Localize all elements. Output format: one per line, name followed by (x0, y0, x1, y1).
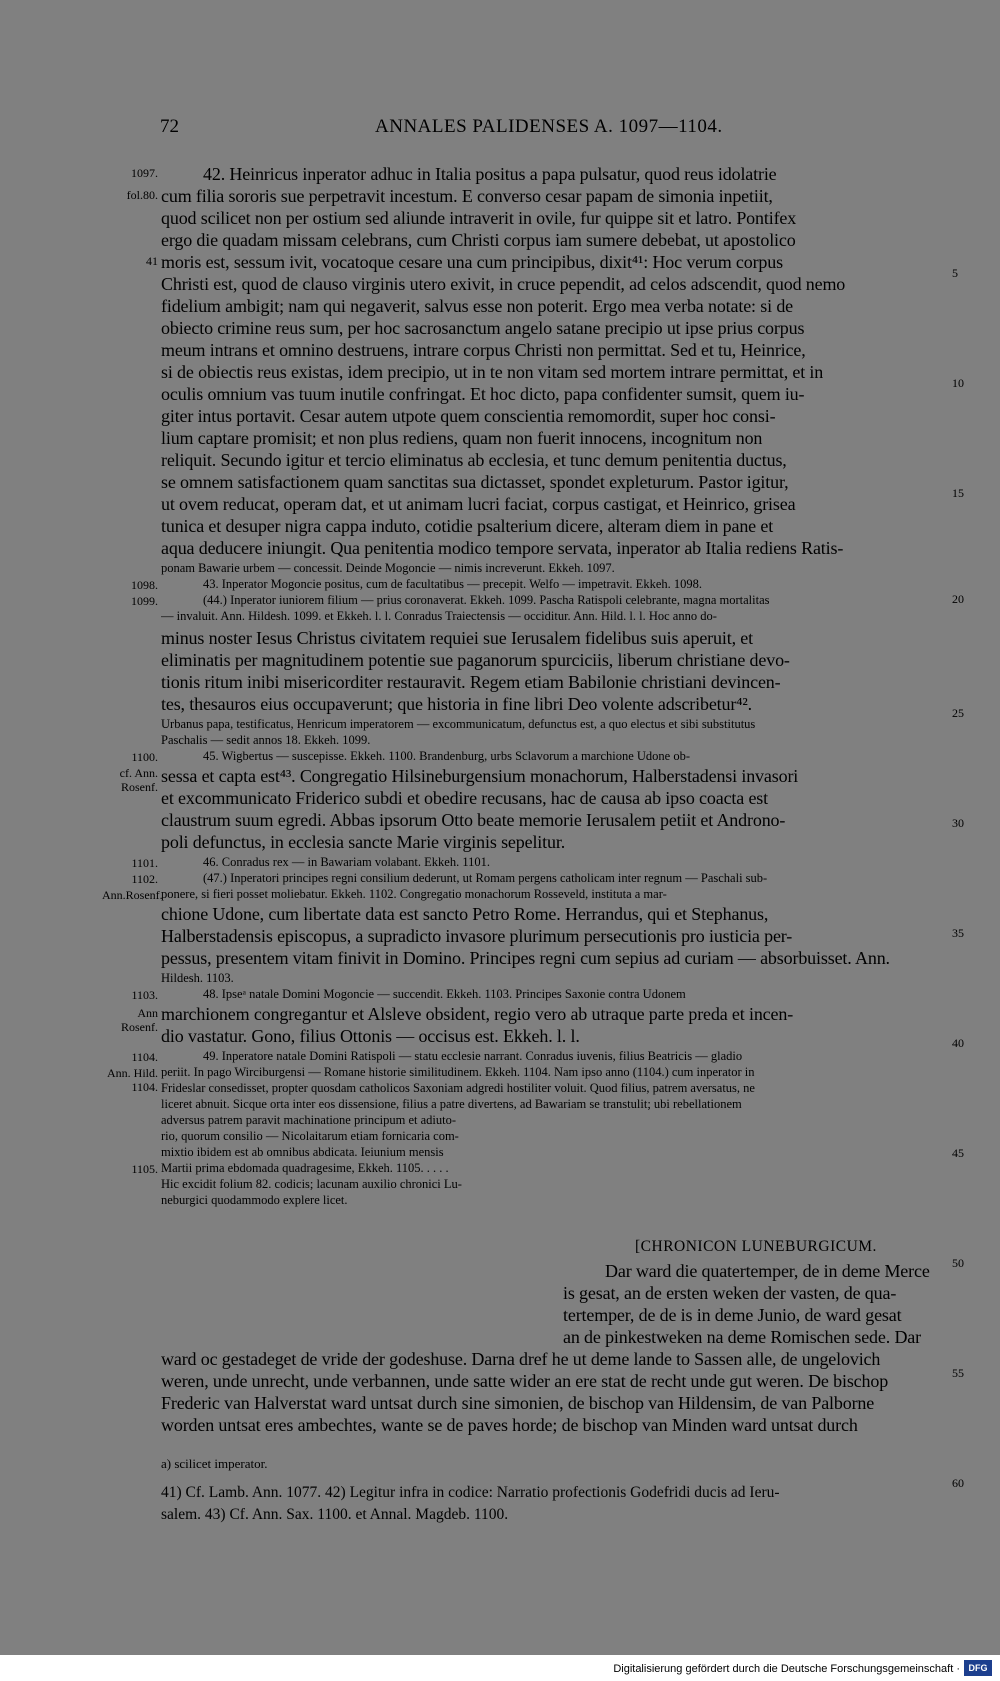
margin-year: 41 (146, 254, 158, 268)
body-line: tunica et desuper nigra cappa induto, cotidie psalterium dicere, alteram diem in pane et (161, 516, 774, 536)
line-number: 60 (952, 1476, 964, 1490)
body-line: lium captare promisit; et non plus rediens, quam non fuerit innocens, incognitum non (161, 428, 763, 448)
body-line: obiecto crimine reus sum, per hoc sacrosanctum angelo satane precipio ut ipse prius corpus (161, 318, 805, 338)
body-line: pessus, presentem vitam finivit in Domino. Principes regni cum sepius ad curiam — absorbuisset. Ann. (161, 948, 890, 968)
body-line: ergo die quadam missam celebrans, cum Christi corpus iam sumere debebat, ut apostolico (161, 230, 796, 250)
body-line: oculis omnium vas tuum inutile confringat. Et hoc dicto, papa confidenter sumsit, quem iu- (161, 384, 805, 404)
body-line: quod scilicet non per ostium sed aliunde intraverit in ovile, fur quippe sit et latro. Pontifex (161, 208, 797, 228)
body-line: neburgici quodammodo explere licet. (161, 1193, 348, 1207)
body-line: reliquit. Secundo igitur et tercio eliminatus ab ecclesia, et tunc demum penitentia ductus, (161, 450, 787, 470)
margin-year: 1102. (131, 872, 158, 886)
body-line: giter intus portavit. Cesar autem utpote quem conscientia remomordit, super hoc consi- (161, 406, 776, 426)
margin-year: Ann Rosenf. (121, 1006, 158, 1034)
body-line: Hic excidit folium 82. codicis; lacunam auxilio chronici Lu- (161, 1177, 462, 1191)
line-number: 35 (952, 926, 964, 940)
footnote-line-2: salem. 43) Cf. Ann. Sax. 1100. et Annal. Magdeb. 1100. (161, 1506, 509, 1523)
margin-year: 1100. (131, 750, 158, 764)
body-line: — invaluit. Ann. Hildesh. 1099. et Ekkeh. l. l. Conradus Traiectensis — occiditur. Ann. Hild. l. l. Hoc anno do- (161, 609, 717, 623)
tail-line: worden untsat eres ambechtes, wante se de paves horde; de bischop van Minden ward untsat durch (161, 1415, 858, 1435)
body-line: Frideslar consedisset, propter quosdam catholicos Saxoniam adgredi hostiliter voluit. Quod filius, patrem aversatus, ne (161, 1081, 755, 1095)
body-line: rio, quorum consilio — Nicolaitarum etiam fornicaria com- (161, 1129, 459, 1143)
right-col-line: is gesat, an de ersten weken der vasten, de qua- (563, 1283, 897, 1303)
body-line: ut ovem reducat, operam dat, et ut animam lucri faciat, corpus castigat, et Heinrico, grisea (161, 494, 796, 514)
right-col-line: tertemper, de de is in deme Junio, de ward gesat (563, 1305, 902, 1325)
margin-year: 1099. (131, 594, 158, 608)
body-line: dio vastatur. Gono, filius Ottonis — occisus est. Ekkeh. l. l. (161, 1026, 580, 1046)
margin-year: fol.80. (126, 188, 158, 202)
body-line: adversus patrem paravit machinatione principum et adiuto- (161, 1113, 457, 1127)
body-line: Halberstadensis episcopus, a supradicto invasore plurimum persecutionis pro iusticia per- (161, 926, 793, 946)
body-line: se omnem satisfactionem quam sanctitas sua dictasset, spondet expleturum. Pastor igitur, (161, 472, 789, 492)
note-a: a) scilicet imperator. (161, 1456, 268, 1471)
body-line: Paschalis — sedit annos 18. Ekkeh. 1099. (161, 733, 371, 747)
tail-line: weren, unde unrecht, unde verbannen, unde satte wider an ere stat de recht unde gut weren. De bischop (161, 1371, 889, 1391)
dfg-logo: DFG (964, 1660, 992, 1676)
line-number: 10 (952, 376, 964, 390)
body-line: fidelium ambigit; nam qui negaverit, salvus esse non poterit. Ergo mea verba notate: si de (161, 296, 794, 316)
chronicon-heading: [CHRONICON LUNEBURGICUM. (635, 1238, 877, 1255)
body-line: 49. Inperatore natale Domini Ratispoli — statu ecclesie narrant. Conradus iuvenis, filius Beatricis — gladio (203, 1049, 743, 1063)
margin-year: 1104. (131, 1050, 158, 1064)
body-line: 42. Heinricus inperator adhuc in Italia positus a papa pulsatur, quod reus idolatrie (203, 164, 777, 184)
tail-line: ward oc gestadeget de vride der godeshuse. Darna dref he ut deme lande to Sassen alle, de ungelovich (161, 1349, 881, 1369)
body-line: 45. Wigbertus — suscepisse. Ekkeh. 1100. Brandenburg, urbs Sclavorum a marchione Udone ob- (203, 749, 691, 763)
right-col-line: an de pinkestweken na deme Romischen sede. Dar (563, 1327, 921, 1347)
margin-year: cf. Ann. Rosenf. (119, 766, 158, 794)
body-line: et excommunicato Friderico subdi et obedire recusans, hac de causa ab ipso coacta est (161, 788, 769, 808)
body-line: marchionem congregantur et Alsleve obsident, regio vero ab utraque parte preda et incen- (161, 1004, 794, 1024)
body-line: 43. Inperator Mogoncie positus, cum de facultatibus — precepit. Welfo — impetravit. Ekkeh. 1098. (203, 577, 702, 591)
margin-year: Ann. Hild. 1104. (107, 1066, 158, 1094)
body-line: ponam Bawarie urbem — concessit. Deinde Mogoncie — nimis increverunt. Ekkeh. 1097. (161, 561, 615, 575)
line-number: 15 (952, 486, 964, 500)
margin-year: 1103. (131, 988, 158, 1002)
body-line: claustrum suum egredi. Abbas ipsorum Otto beate memorie Ierusalem petiit et Androno- (161, 810, 786, 830)
line-number: 5 (952, 266, 958, 280)
body-line: mixtio ibidem est ab omnibus abdicata. Ieiunium mensis (161, 1145, 444, 1159)
body-line: eliminatis per magnitudinem potentie sue paganorum spurciciis, liberum christiane devo- (161, 650, 790, 670)
right-col-line: Dar ward die quatertemper, de in deme Merce (605, 1261, 930, 1281)
margin-year: 1097. (131, 166, 158, 180)
body-line: aqua deducere iniungit. Qua penitentia modico tempore servata, inperator ab Italia rediens Ratis- (161, 538, 844, 558)
body-line: cum filia sororis sue perpetravit incestum. E converso cesar papam de simonia inpetiit, (161, 186, 773, 206)
body-line: (44.) Inperator iuniorem filium — prius coronaverat. Ekkeh. 1099. Pascha Ratispoli celebrante, magna mortalitas (203, 593, 770, 607)
body-line: periit. In pago Wirciburgensi — Romane historie similitudinem. Ekkeh. 1104. Nam ipso anno (1104.) cum inperator in (161, 1065, 755, 1079)
line-number: 45 (952, 1146, 964, 1160)
line-number: 30 (952, 816, 964, 830)
body-line: chione Udone, cum libertate data est sancto Petro Rome. Herrandus, qui et Stephanus, (161, 904, 769, 924)
line-number: 50 (952, 1256, 964, 1270)
body-line: si de obiectis reus existas, idem precipio, ut in te non vitam sed mortem intrare permittat, et in (161, 362, 824, 382)
line-number: 55 (952, 1366, 964, 1380)
body-line: 46. Conradus rex — in Bawariam volabant. Ekkeh. 1101. (203, 855, 490, 869)
body-line: tionis ritum inibi misericorditer restauravit. Regem etiam Babilonie christiani devincen- (161, 672, 781, 692)
body-line: liceret abnuit. Sicque orta inter eos dissensione, filius a patre divertens, ad Bawariam se transtulit; ubi rebellationem (161, 1097, 742, 1111)
page-number: 72 (160, 116, 179, 137)
line-number: 20 (952, 592, 964, 606)
margin-year: 1101. (131, 856, 158, 870)
body-line: moris est, sessum ivit, vocatoque cesare una cum principibus, dixit⁴¹: Hoc verum corpus (161, 252, 783, 272)
body-line: meum intrans et omnino destruens, intrare corpus Christi non permittat. Sed et tu, Heinrice, (161, 340, 806, 360)
margin-year: Ann.Rosenf. (102, 888, 163, 902)
body-line: sessa et capta est⁴³. Congregatio Hilsineburgensium monachorum, Halberstadensi invasori (161, 766, 799, 786)
body-line: Martii prima ebdomada quadragesime, Ekkeh. 1105. . . . . (161, 1161, 449, 1175)
body-line: ponere, si fieri posset moliebatur. Ekkeh. 1102. Congregatio monachorum Rosseveld, instituta a mar- (161, 887, 667, 901)
body-line: minus noster Iesus Christus civitatem requiei sue Ierusalem fidelibus suis aperuit, et (161, 628, 753, 648)
body-line: tes, thesauros eius occupaverunt; que historia in fine libri Deo volente adscribetur⁴². (161, 694, 752, 714)
footnote-line-1: 41) Cf. Lamb. Ann. 1077. 42) Legitur infra in codice: Narratio profectionis Godefridi ducis ad Ieru- (161, 1484, 780, 1501)
body-line: poli defunctus, in ecclesia sancte Marie virginis sepelitur. (161, 832, 566, 852)
body-line: (47.) Inperatori principes regni consilium dederunt, ut Romam pergens catholicam inter regnum — Paschali sub- (203, 871, 768, 885)
margin-year: 1105. (131, 1162, 158, 1176)
body-line: Hildesh. 1103. (161, 971, 234, 985)
body-line: Urbanus papa, testificatus, Henricum imperatorem — excommunicatum, defunctus est, a quo electus et sibi substitutus (161, 717, 756, 731)
funding-credit: Digitalisierung gefördert durch die Deutsche Forschungsgemeinschaft · (613, 1663, 960, 1675)
body-line: 48. Ipseᵃ natale Domini Mogoncie — succendit. Ekkeh. 1103. Principes Saxonie contra Udonem (203, 987, 686, 1001)
running-title: ANNALES PALIDENSES A. 1097—1104. (375, 116, 723, 137)
line-number: 40 (952, 1036, 964, 1050)
body-line: Christi est, quod de clauso virginis utero exivit, in cruce pependit, ad celos adscendit, quod nemo (161, 274, 846, 294)
margin-year: 1098. (131, 578, 158, 592)
line-number: 25 (952, 706, 964, 720)
tail-line: Frederic van Halverstat ward untsat durch sine simonien, de bischop van Hildensim, de van Palborne (161, 1393, 875, 1413)
